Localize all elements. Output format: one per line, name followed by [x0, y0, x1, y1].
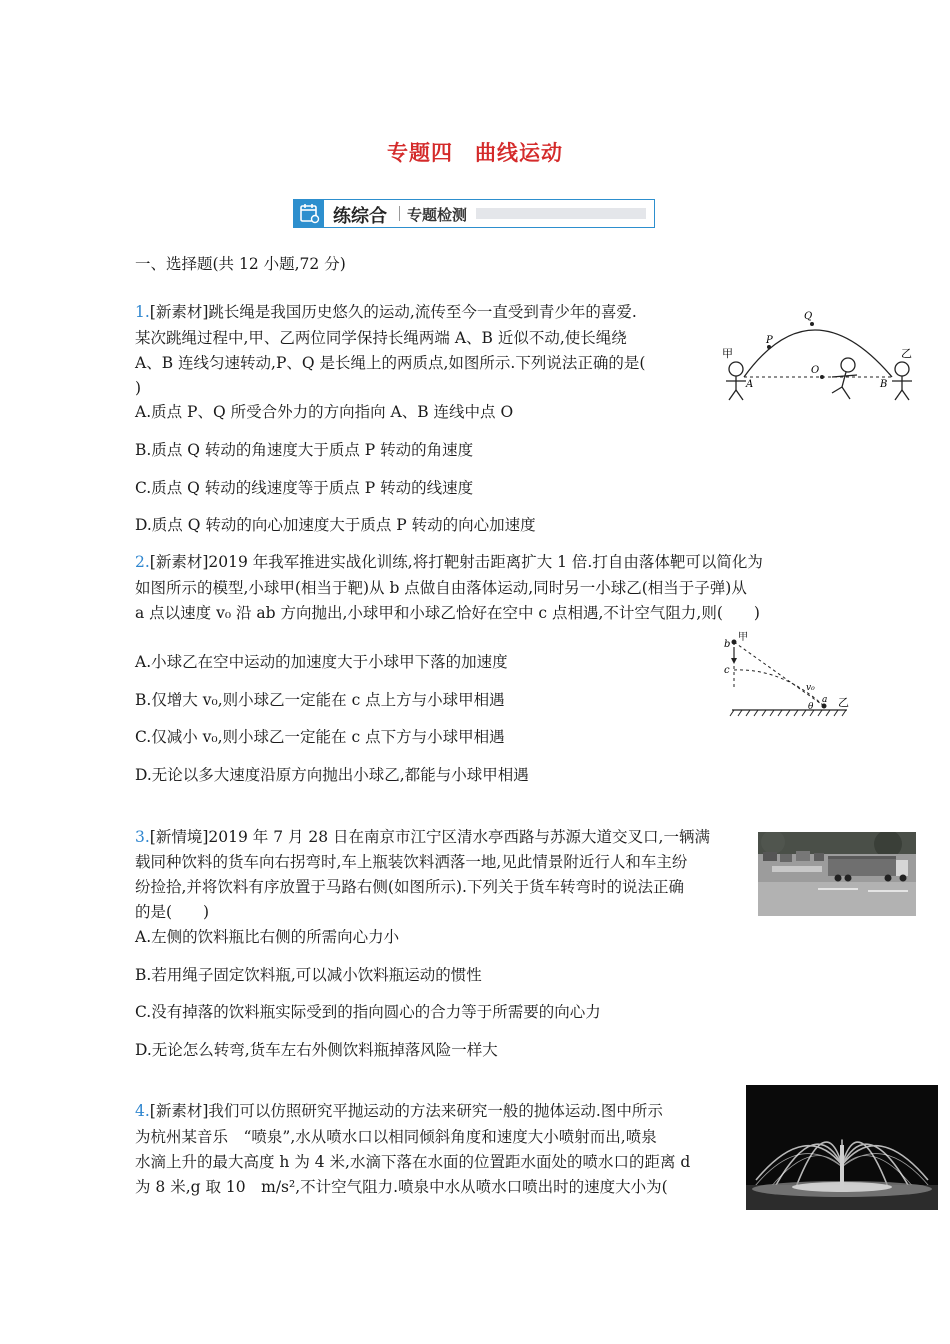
q1-line-2: 某次跳绳过程中,甲、乙两位同学保持长绳两端 A、B 近似不动,使长绳绕	[135, 329, 627, 347]
fountain-photo	[746, 1085, 938, 1210]
banner-sub-label: 专题检测	[407, 206, 468, 224]
q3-option-a: A.左侧的饮料瓶比右侧的所需向心力小	[135, 928, 400, 946]
q3-line-2: 载同种饮料的货车向右拐弯时,车上瓶装饮料洒落一地,见此情景附近行人和车主纷	[135, 853, 688, 871]
q1-option-c: C.质点 Q 转动的线速度等于质点 P 转动的线速度	[135, 479, 474, 497]
q2-line-1	[135, 552, 763, 572]
fig1-label-b: B	[880, 379, 888, 390]
q2-number: 2.	[135, 553, 150, 571]
banner-divider	[399, 206, 400, 221]
fig1-label-yi: 乙	[901, 347, 912, 360]
q1-line-1	[135, 302, 637, 322]
q4-line-1	[135, 1101, 663, 1121]
q3-text-1: [新情境]2019 年 7 月 28 日在南京市江宁区清水亭西路与苏源大道交叉口,一辆满	[149, 828, 710, 846]
q3-line-1	[135, 827, 710, 847]
q4-line-3: 水滴上升的最大高度 h 为 4 米,水滴下落在水面的位置距水面处的喷水口的距离 d	[135, 1153, 691, 1171]
q2-line-2: 如图所示的模型,小球甲(相当于靶)从 b 点做自由落体运动,同时另一小球乙(相当于子弹)从	[135, 579, 747, 597]
q4-line-2: 为杭州某音乐 “喷泉”,水从喷水口以相同倾斜角度和速度大小喷射而出,喷泉	[135, 1128, 657, 1146]
fig2-label-jia: 甲	[738, 632, 748, 643]
jump-rope-figure	[722, 305, 922, 405]
fig2-label-b: b	[724, 639, 731, 650]
free-fall-target-figure	[722, 630, 862, 720]
fig2-label-v0: v₀	[806, 683, 815, 693]
fig1-label-a: A	[746, 379, 754, 390]
q1-option-a: A.质点 P、Q 所受合外力的方向指向 A、B 连线中点 O	[135, 403, 514, 421]
q4-text-1: [新素材]我们可以仿照研究平抛运动的方法来研究一般的抛体运动.图中所示	[149, 1102, 663, 1120]
q3-option-c: C.没有掉落的饮料瓶实际受到的指向圆心的合力等于所需要的向心力	[135, 1003, 601, 1021]
truck-photo	[758, 832, 916, 916]
q3-line-3: 纷捡拾,并将饮料有序放置于马路右侧(如图所示).下列关于货车转弯时的说法正确	[135, 878, 684, 896]
q3-option-d: D.无论怎么转弯,货车左右外侧饮料瓶掉落风险一样大	[135, 1041, 498, 1059]
fig2-label-c: c	[724, 665, 730, 676]
fig1-label-q: Q	[804, 311, 813, 322]
q1-option-d: D.质点 Q 转动的向心加速度大于质点 P 转动的向心加速度	[135, 516, 536, 534]
fig1-label-o: O	[811, 365, 820, 376]
q1-option-b: B.质点 Q 转动的角速度大于质点 P 转动的角速度	[135, 441, 474, 459]
q2-line-3: a 点以速度 v₀ 沿 ab 方向抛出,小球甲和小球乙恰好在空中 c 点相遇,不计空气阻力,则( )	[135, 604, 760, 622]
q2-option-d: D.无论以多大速度沿原方向抛出小球乙,都能与小球甲相遇	[135, 766, 529, 784]
calendar-icon	[294, 200, 324, 227]
q1-text-1: [新素材]跳长绳是我国历史悠久的运动,流传至今一直受到青少年的喜爱.	[149, 303, 637, 321]
fig2-label-theta: θ	[808, 702, 814, 712]
fig1-label-p: P	[766, 335, 773, 346]
page-title: 专题四 曲线运动	[387, 141, 563, 165]
banner-main-label: 练综合	[333, 206, 387, 227]
q3-number: 3.	[135, 828, 150, 846]
q4-line-4: 为 8 米,g 取 10 m/s²,不计空气阻力.喷泉中水从喷水口喷出时的速度大小为(	[135, 1178, 668, 1196]
q2-option-c: C.仅减小 v₀,则小球乙一定能在 c 点下方与小球甲相遇	[135, 728, 505, 746]
q3-line-4: 的是( )	[135, 903, 210, 921]
banner-decor-bar	[476, 208, 646, 219]
q2-option-a: A.小球乙在空中运动的加速度大于小球甲下落的加速度	[135, 653, 508, 671]
fig2-label-a: a	[822, 695, 828, 705]
q1-line-3: A、B 连线匀速转动,P、Q 是长绳上的两质点,如图所示.下列说法正确的是(	[135, 354, 646, 372]
q1-line-4: )	[135, 379, 142, 397]
fig2-label-yi: 乙	[838, 696, 849, 709]
q2-text-1: [新素材]2019 年我军推进实战化训练,将打靶射击距离扩大 1 倍.打自由落体靶可以简化为	[149, 553, 763, 571]
q3-option-b: B.若用绳子固定饮料瓶,可以减小饮料瓶运动的惯性	[135, 966, 482, 984]
section-banner	[293, 199, 655, 228]
q1-number: 1.	[135, 303, 150, 321]
q4-number: 4.	[135, 1102, 150, 1120]
section-heading: 一、选择题(共 12 小题,72 分)	[135, 255, 346, 273]
fig1-label-jia: 甲	[722, 347, 733, 360]
q2-option-b: B.仅增大 v₀,则小球乙一定能在 c 点上方与小球甲相遇	[135, 691, 505, 709]
